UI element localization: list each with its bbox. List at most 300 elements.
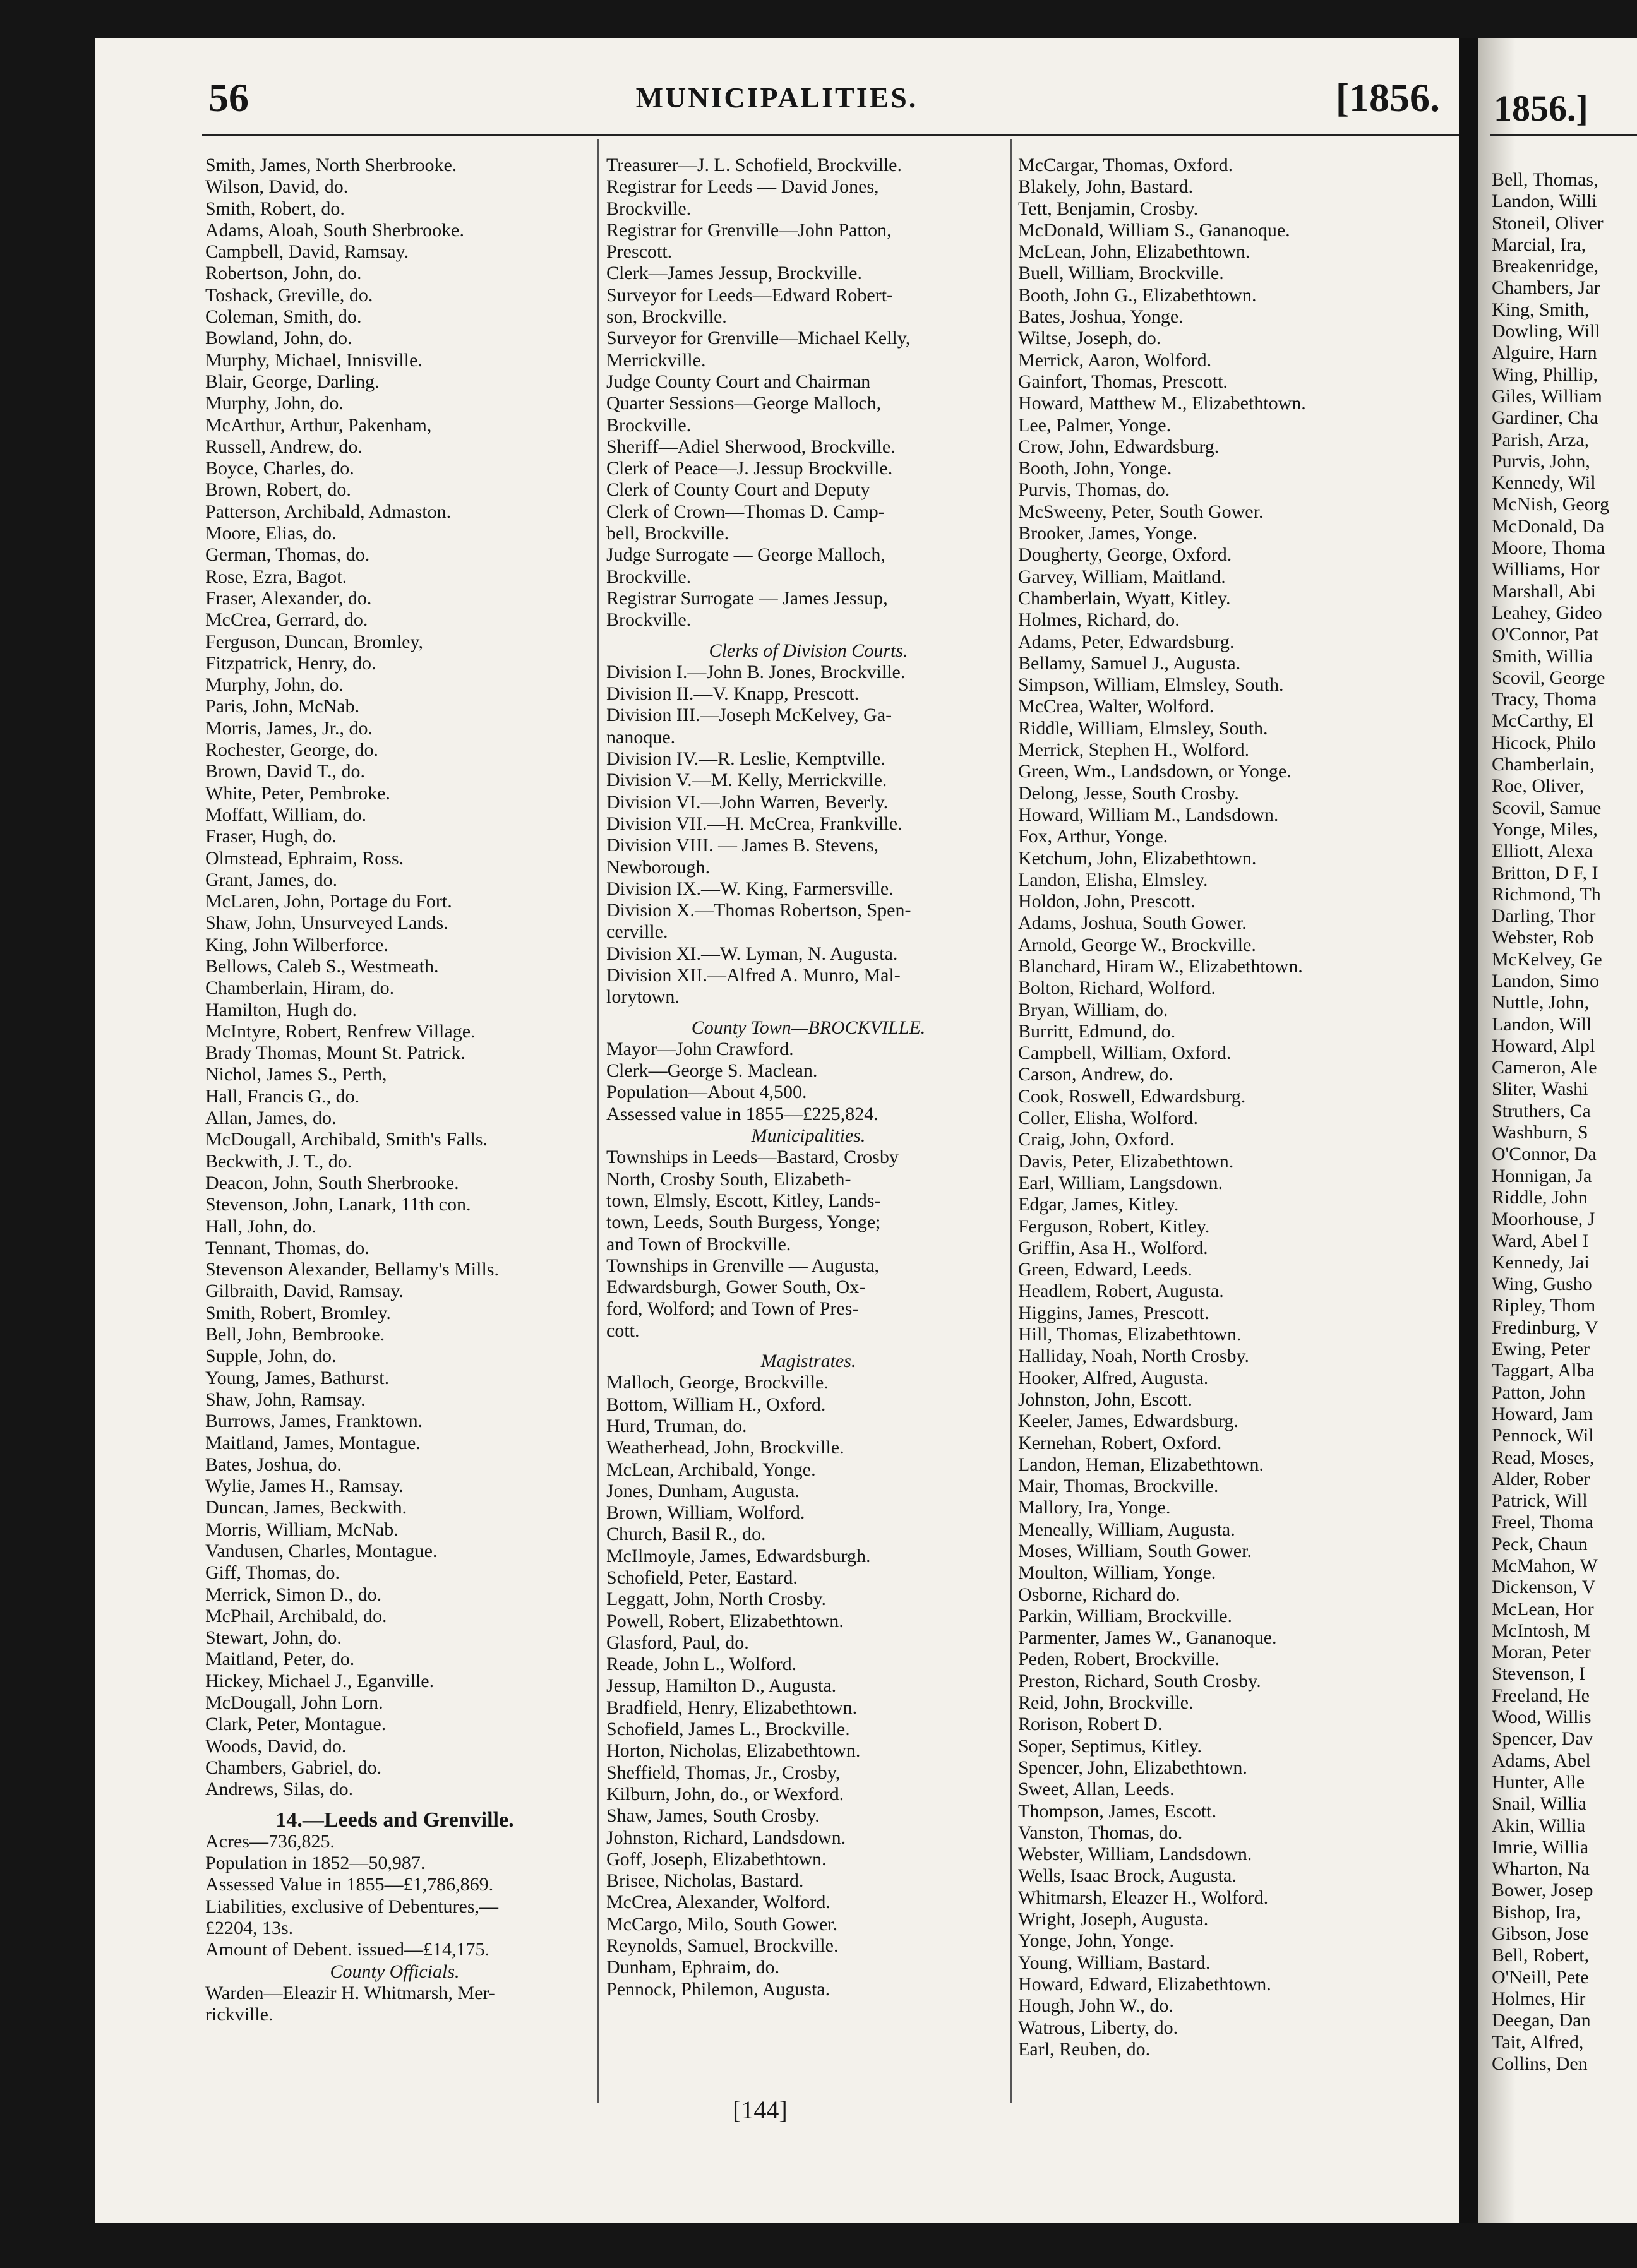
entry-line: Registrar for Leeds — David Jones,	[606, 176, 879, 198]
entry-line: McCrea, Walter, Wolford.	[1018, 696, 1214, 717]
entry-line: Morris, James, Jr., do.	[205, 717, 373, 739]
entry-line: Cameron, Ale	[1492, 1057, 1597, 1078]
entry-line: son, Brockville.	[606, 306, 727, 328]
entry-line: Holdon, John, Prescott.	[1018, 891, 1196, 912]
entry-line: Patton, John	[1492, 1382, 1586, 1403]
entry-line: Robertson, John, do.	[205, 263, 362, 284]
entry-line: Toshack, Greville, do.	[205, 284, 373, 306]
entry-line: Wylie, James H., Ramsay.	[205, 1476, 404, 1497]
entry-line: Parmenter, James W., Gananoque.	[1018, 1627, 1277, 1649]
entry-line: Bishop, Ira,	[1492, 1901, 1581, 1923]
entry-line: Thompson, James, Escott.	[1018, 1800, 1217, 1822]
entry-line: Glasford, Paul, do.	[606, 1632, 749, 1653]
spacer	[606, 1342, 1010, 1351]
entry-line: Newborough.	[606, 856, 711, 878]
entry-line: Johnston, Richard, Landsdown.	[606, 1827, 846, 1848]
entry-line: Marshall, Abi	[1492, 580, 1596, 602]
entry-line: Powell, Robert, Elizabethtown.	[606, 1610, 844, 1632]
entry-line: Landon, Willi	[1492, 191, 1597, 212]
entry-line: Soper, Septimus, Kitley.	[1018, 1735, 1202, 1757]
entry-line: Bell, John, Bembrooke.	[205, 1324, 385, 1346]
entry-line: Pennock, Wil	[1492, 1425, 1594, 1447]
entry-line: bell, Brockville.	[606, 523, 729, 544]
entry-line: Britton, D F, I	[1492, 862, 1598, 883]
entry-line: Wiltse, Joseph, do.	[1018, 328, 1161, 349]
entry-line: Landon, Simo	[1492, 970, 1599, 991]
entry-line: McDougall, Archibald, Smith's Falls.	[205, 1129, 488, 1150]
entry-line: Division VII.—H. McCrea, Frankville.	[606, 813, 902, 834]
entry-line: Fredinburg, V	[1492, 1316, 1598, 1338]
entry-line: Hill, Thomas, Elizabethtown.	[1018, 1324, 1242, 1346]
entry-line: Green, Edward, Leeds.	[1018, 1259, 1192, 1280]
entry-line: Scovil, Samue	[1492, 797, 1602, 818]
entry-line: Liabilities, exclusive of Debentures,—	[205, 1895, 499, 1917]
entry-line: Bottom, William H., Oxford.	[606, 1394, 826, 1415]
entry-line: Clark, Peter, Montague.	[205, 1714, 387, 1735]
entry-line: Chamberlain,	[1492, 754, 1595, 775]
entry-line: town, Leeds, South Burgess, Yonge;	[606, 1212, 881, 1233]
entry-line: Elliott, Alexa	[1492, 840, 1593, 862]
entry-line: Green, Wm., Landsdown, or Yonge.	[1018, 761, 1292, 782]
entry-line: Garvey, William, Maitland.	[1018, 566, 1226, 587]
entry-line: Division II.—V. Knapp, Prescott.	[606, 683, 860, 705]
entry-line: Sheffield, Thomas, Jr., Crosby,	[606, 1762, 841, 1783]
page-gutter	[1459, 38, 1478, 2223]
entry-line: Wharton, Na	[1492, 1858, 1590, 1880]
entry-line: Griffin, Asa H., Wolford.	[1018, 1237, 1208, 1258]
entry-line: Woods, David, do.	[205, 1735, 347, 1757]
entry-line: Washburn, S	[1492, 1122, 1588, 1143]
entry-line: Tennant, Thomas, do.	[205, 1237, 369, 1258]
entry-line: Snail, Willia	[1492, 1793, 1586, 1815]
entry-line: cerville.	[606, 921, 668, 943]
entry-line: Fraser, Hugh, do.	[205, 826, 337, 847]
entry-line: Smith, James, North Sherbrooke.	[205, 155, 457, 176]
entry-line: Osborne, Richard do.	[1018, 1584, 1180, 1605]
entry-line: Registrar Surrogate — James Jessup,	[606, 587, 888, 609]
entry-line: McSweeny, Peter, South Gower.	[1018, 501, 1264, 522]
entry-line: Sweet, Allan, Leeds.	[1018, 1779, 1175, 1800]
entry-line: Malloch, George, Brockville.	[606, 1372, 829, 1394]
entry-line: Clerk of County Court and Deputy	[606, 479, 870, 501]
entry-line: Dougherty, George, Oxford.	[1018, 544, 1232, 566]
entry-line: Hall, John, do.	[205, 1215, 316, 1237]
entry-line: Bellows, Caleb S., Westmeath.	[205, 955, 439, 977]
page-number: 56	[208, 75, 249, 120]
entry-line: Wells, Isaac Brock, Augusta.	[1018, 1865, 1237, 1887]
entry-line: Mayor—John Crawford.	[606, 1038, 794, 1059]
entry-line: Blakely, John, Bastard.	[1018, 176, 1194, 198]
entry-line: Chamberlain, Wyatt, Kitley.	[1018, 587, 1231, 609]
entry-line: Schofield, Peter, Eastard.	[606, 1567, 798, 1588]
entry-line: ford, Wolford; and Town of Pres-	[606, 1298, 859, 1320]
entry-line: German, Thomas, do.	[205, 544, 370, 566]
entry-line: Shaw, John, Ramsay.	[205, 1388, 366, 1410]
entry-line: Tett, Benjamin, Crosby.	[1018, 198, 1199, 219]
entry-line: Beckwith, J. T., do.	[205, 1150, 352, 1172]
entry-line: Young, James, Bathurst.	[205, 1367, 390, 1388]
entry-line: Judge County Court and Chairman	[606, 371, 871, 392]
entry-line: Surveyor for Grenville—Michael Kelly,	[606, 328, 911, 349]
entry-line: Ferguson, Duncan, Bromley,	[205, 631, 423, 652]
entry-line: Richmond, Th	[1492, 883, 1601, 905]
entry-line: Division III.—Joseph McKelvey, Ga-	[606, 705, 892, 726]
entry-line: Howard, Alpl	[1492, 1035, 1595, 1056]
entry-line: Moffatt, William, do.	[205, 804, 367, 825]
entry-line: Patterson, Archibald, Admaston.	[205, 501, 452, 522]
entry-line: Bates, Joshua, Yonge.	[1018, 306, 1184, 328]
entry-line: Gibson, Jose	[1492, 1923, 1589, 1945]
entry-line: Merrickville.	[606, 349, 706, 371]
entry-line: Davis, Peter, Elizabethtown.	[1018, 1150, 1234, 1172]
entry-line: King, John Wilberforce.	[205, 934, 388, 955]
entry-line: Leggatt, John, North Crosby.	[606, 1589, 827, 1610]
entry-line: Cook, Roswell, Edwardsburg.	[1018, 1085, 1246, 1107]
entry-line: McIntosh, M	[1492, 1620, 1591, 1641]
entry-line: Meneally, William, Augusta.	[1018, 1519, 1235, 1540]
entry-line: Maitland, Peter, do.	[205, 1649, 355, 1670]
entry-line: Taggart, Alba	[1492, 1360, 1595, 1382]
officials-heading: County Officials.	[330, 1961, 460, 1982]
entry-line: Bell, Robert,	[1492, 1945, 1590, 1966]
entry-line: Schofield, James L., Brockville.	[606, 1719, 850, 1740]
entry-line: Riddle, John	[1492, 1186, 1588, 1208]
entry-line: Bell, Thomas,	[1492, 169, 1598, 190]
entry-line: Fitzpatrick, Henry, do.	[205, 652, 376, 674]
entry-line: Paris, John, McNab.	[205, 696, 360, 717]
entry-line: Sliter, Washi	[1492, 1078, 1588, 1100]
entry-line: Bolton, Richard, Wolford.	[1018, 977, 1216, 999]
entry-line: Brockville.	[606, 609, 692, 631]
entry-line: Blanchard, Hiram W., Elizabethtown.	[1018, 955, 1303, 977]
entry-line: McCarthy, El	[1492, 710, 1594, 732]
entry-line: Edwardsburgh, Gower South, Ox-	[606, 1277, 866, 1298]
entry-line: Brooker, James, Yonge.	[1018, 523, 1197, 544]
entry-line: McPhail, Archibald, do.	[205, 1605, 387, 1626]
entry-line: Carson, Andrew, do.	[1018, 1064, 1173, 1085]
entry-line: McIntyre, Robert, Renfrew Village.	[205, 1020, 476, 1042]
entry-line: McCargar, Thomas, Oxford.	[1018, 155, 1233, 176]
entry-line: Reade, John L., Wolford.	[606, 1654, 797, 1675]
entry-line: Yonge, John, Yonge.	[1018, 1930, 1175, 1952]
entry-line: Pennock, Philemon, Augusta.	[606, 1978, 830, 2000]
entry-line: Wing, Gusho	[1492, 1274, 1592, 1295]
entry-line: Judge Surrogate — George Malloch,	[606, 544, 885, 566]
entry-line: Prescott.	[606, 241, 673, 263]
entry-line: Hicock, Philo	[1492, 732, 1596, 753]
entry-line: Chambers, Jar	[1492, 277, 1600, 299]
entry-line: Lee, Palmer, Yonge.	[1018, 414, 1172, 436]
entry-line: Collins, Den	[1492, 2053, 1588, 2074]
entry-line: Merrick, Aaron, Wolford.	[1018, 349, 1212, 371]
entry-line: Mallory, Ira, Yonge.	[1018, 1497, 1171, 1519]
entry-line: Webster, Rob	[1492, 927, 1594, 948]
entry-line: Smith, Robert, do.	[205, 198, 345, 219]
entry-line: Coleman, Smith, do.	[205, 306, 362, 328]
entry-line: Murphy, Michael, Innisville.	[205, 349, 423, 371]
entry-line: Parkin, William, Brockville.	[1018, 1605, 1233, 1626]
entry-line: Yonge, Miles,	[1492, 818, 1598, 840]
entry-line: Ewing, Peter	[1492, 1339, 1590, 1360]
entry-line: Division IX.—W. King, Farmersville.	[606, 878, 894, 899]
entry-line: Brown, Robert, do.	[205, 479, 351, 501]
entry-line: Murphy, John, do.	[205, 393, 344, 414]
entry-line: Ripley, Thom	[1492, 1295, 1596, 1316]
entry-line: Purvis, John,	[1492, 450, 1590, 472]
entry-line: Williams, Hor	[1492, 559, 1600, 580]
entry-line: Leahey, Gideo	[1492, 602, 1602, 623]
entry-line: Hurd, Truman, do.	[606, 1415, 747, 1436]
entry-line: Wing, Phillip,	[1492, 364, 1598, 385]
entry-line: Clerk of Crown—Thomas D. Camp-	[606, 501, 885, 522]
entry-line: Surveyor for Leeds—Edward Robert-	[606, 284, 894, 306]
entry-line: Brisee, Nicholas, Bastard.	[606, 1870, 804, 1892]
column-4-partial	[1492, 169, 1637, 2075]
entry-line: Buell, William, Brockville.	[1018, 263, 1224, 284]
entry-line: Moses, William, South Gower.	[1018, 1541, 1252, 1561]
entry-line: Bowland, John, do.	[205, 328, 352, 349]
entry-line: Brockville.	[606, 566, 692, 587]
entry-line: Spencer, John, Elizabethtown.	[1018, 1757, 1247, 1778]
entry-line: Adams, Aloah, South Sherbrooke.	[205, 219, 464, 241]
entry-line: Dickenson, V	[1492, 1577, 1596, 1598]
entry-line: town, Elmsly, Escott, Kitley, Lands-	[606, 1190, 881, 1211]
entry-line: Howard, Jam	[1492, 1403, 1593, 1424]
spacer	[606, 1008, 1010, 1017]
entry-line: Gainfort, Thomas, Prescott.	[1018, 371, 1228, 392]
entry-line: Hough, John W., do.	[1018, 1995, 1173, 2017]
entry-line: Tracy, Thoma	[1492, 689, 1597, 710]
entry-line: Freeland, He	[1492, 1685, 1590, 1706]
entry-line: McLean, Archibald, Yonge.	[606, 1459, 816, 1480]
column-1	[205, 155, 584, 2026]
entry-line: McArthur, Arthur, Pakenham,	[205, 414, 432, 436]
entry-line: Roe, Oliver,	[1492, 775, 1585, 797]
entry-line: McKelvey, Ge	[1492, 948, 1602, 970]
entry-line: Adams, Abel	[1492, 1750, 1591, 1771]
entry-line: Read, Moses,	[1492, 1447, 1595, 1468]
entry-line: Clerk of Peace—J. Jessup Brockville.	[606, 458, 893, 479]
entry-line: Campbell, William, Oxford.	[1018, 1042, 1232, 1064]
entry-line: McMahon, W	[1492, 1555, 1598, 1576]
entry-line: Deegan, Dan	[1492, 2010, 1591, 2031]
entry-line: Fox, Arthur, Yonge.	[1018, 826, 1168, 847]
entry-line: Kennedy, Jai	[1492, 1251, 1590, 1273]
entry-line: Weatherhead, John, Brockville.	[606, 1437, 844, 1459]
entry-line: Goff, Joseph, Elizabethtown.	[606, 1848, 827, 1870]
entry-line: Rose, Ezra, Bagot.	[205, 566, 347, 587]
entry-line: cott.	[606, 1320, 640, 1341]
entry-line: Nichol, James S., Perth,	[205, 1064, 387, 1085]
entry-line: Akin, Willia	[1492, 1815, 1586, 1836]
entry-line: Merrick, Stephen H., Wolford.	[1018, 739, 1250, 761]
entry-line: Shaw, James, South Crosby.	[606, 1805, 820, 1827]
entry-line: Stevenson, John, Lanark, 11th con.	[205, 1194, 471, 1215]
entry-line: Alder, Rober	[1492, 1468, 1590, 1489]
entry-line: Honnigan, Ja	[1492, 1165, 1592, 1186]
entry-line: Hall, Francis G., do.	[205, 1085, 360, 1107]
entry-line: Jessup, Hamilton D., Augusta.	[606, 1675, 837, 1697]
entry-line: Wright, Joseph, Augusta.	[1018, 1909, 1209, 1930]
entry-line: Division XII.—Alfred A. Munro, Mal-	[606, 964, 901, 986]
entry-line: Booth, John G., Elizabethtown.	[1018, 284, 1257, 306]
entry-line: Quarter Sessions—George Malloch,	[606, 393, 882, 414]
entry-line: Bower, Josep	[1492, 1880, 1593, 1901]
entry-line: Halliday, Noah, North Crosby.	[1018, 1346, 1250, 1367]
entry-line: Division V.—M. Kelly, Merrickville.	[606, 770, 887, 791]
entry-line: Hickey, Michael J., Eganville.	[205, 1670, 435, 1692]
entry-line: Burrows, James, Franktown.	[205, 1411, 423, 1432]
entry-line: Maitland, James, Montague.	[205, 1432, 421, 1453]
entry-line: Division VIII. — James B. Stevens,	[606, 835, 879, 856]
entry-line: Kernehan, Robert, Oxford.	[1018, 1432, 1222, 1453]
entry-line: Brockville.	[606, 414, 692, 436]
header-rule	[202, 134, 1459, 136]
entry-line: Fraser, Alexander, do.	[205, 587, 372, 609]
entry-line: lorytown.	[606, 986, 680, 1008]
entry-line: O'Connor, Pat	[1492, 624, 1599, 645]
entry-line: Crow, John, Edwardsburg.	[1018, 436, 1220, 457]
entry-line: Darling, Thor	[1492, 905, 1596, 927]
entry-line: Moran, Peter	[1492, 1642, 1591, 1663]
entry-line: McLaren, John, Portage du Fort.	[205, 891, 452, 912]
entry-line: Young, William, Bastard.	[1018, 1952, 1211, 1973]
entry-line: Howard, Edward, Elizabethtown.	[1018, 1973, 1271, 1995]
entry-line: Assessed Value in 1855—£1,786,869.	[205, 1874, 494, 1895]
entry-line: McDougall, John Lorn.	[205, 1692, 383, 1714]
entry-line: Acres—736,825.	[205, 1830, 335, 1852]
column-divider-1	[597, 139, 599, 2103]
entry-line: Duncan, James, Beckwith.	[205, 1497, 407, 1519]
entry-line: Moore, Elias, do.	[205, 523, 337, 544]
entry-line: Moore, Thoma	[1492, 537, 1605, 559]
county-town-heading: County Town—BROCKVILLE.	[691, 1017, 926, 1038]
entry-line: Clerk—George S. Maclean.	[606, 1060, 818, 1082]
entry-line: nanoque.	[606, 726, 676, 748]
entry-line: McLean, Hor	[1492, 1598, 1594, 1620]
right-page-year: 1856.]	[1494, 88, 1588, 129]
entry-line: Shaw, John, Unsurveyed Lands.	[205, 912, 448, 934]
spacer	[606, 631, 1010, 640]
entry-line: Grant, James, do.	[205, 869, 338, 890]
entry-line: Watrous, Liberty, do.	[1018, 2017, 1178, 2038]
entry-line: Vandusen, Charles, Montague.	[205, 1541, 438, 1561]
entry-line: Adams, Peter, Edwardsburg.	[1018, 631, 1235, 652]
entry-line: Smith, Robert, Bromley.	[205, 1302, 391, 1323]
entry-line: O'Connor, Da	[1492, 1143, 1597, 1165]
entry-line: Wilson, David, do.	[205, 176, 349, 198]
entry-line: Division VI.—John Warren, Beverly.	[606, 791, 889, 813]
entry-line: Chamberlain, Hiram, do.	[205, 977, 395, 999]
entry-line: Nuttle, John,	[1492, 992, 1590, 1013]
entry-line: Freel, Thoma	[1492, 1512, 1594, 1533]
entry-line: McCrea, Alexander, Wolford.	[606, 1892, 830, 1913]
entry-line: Mair, Thomas, Brockville.	[1018, 1476, 1219, 1497]
column-2	[606, 155, 1010, 2000]
entry-line: Giles, William	[1492, 385, 1602, 407]
entry-line: Keeler, James, Edwardsburg.	[1018, 1411, 1238, 1432]
entry-line: Supple, John, do.	[205, 1346, 337, 1367]
entry-line: Gardiner, Cha	[1492, 407, 1598, 429]
entry-line: Rorison, Robert D.	[1018, 1714, 1163, 1735]
entry-line: Booth, John, Yonge.	[1018, 458, 1172, 479]
entry-line: Stevenson, I	[1492, 1663, 1586, 1685]
entry-line: Treasurer—J. L. Schofield, Brockville.	[606, 155, 902, 176]
entry-line: Registrar for Grenville—John Patton,	[606, 219, 892, 241]
entry-line: Breakenridge,	[1492, 256, 1599, 277]
entry-line: Amount of Debent. issued—£14,175.	[205, 1939, 489, 1961]
entry-line: Division I.—John B. Jones, Brockville.	[606, 661, 906, 683]
entry-line: Ketchum, John, Elizabethtown.	[1018, 847, 1257, 869]
entry-line: Riddle, William, Elmsley, South.	[1018, 717, 1268, 739]
entry-line: Assessed value in 1855—£225,824.	[606, 1103, 878, 1125]
entry-line: Merrick, Simon D., do.	[205, 1584, 382, 1605]
entry-line: Church, Basil R., do.	[606, 1524, 766, 1545]
entry-line: Purvis, Thomas, do.	[1018, 479, 1170, 501]
entry-line: McIlmoyle, James, Edwardsburgh.	[606, 1545, 871, 1567]
entry-line: Population—About 4,500.	[606, 1082, 807, 1103]
entry-line: Spencer, Dav	[1492, 1728, 1593, 1750]
entry-line: Bryan, William, do.	[1018, 999, 1168, 1020]
entry-line: Marcial, Ira,	[1492, 234, 1586, 255]
entry-line: Earl, William, Langsdown.	[1018, 1172, 1223, 1193]
entry-line: Jones, Dunham, Augusta.	[606, 1480, 800, 1501]
page-header	[114, 63, 1440, 126]
entry-line: Murphy, John, do.	[205, 674, 344, 696]
entry-line: Moulton, William, Yonge.	[1018, 1562, 1216, 1584]
entry-line: Stoneil, Oliver	[1492, 212, 1604, 234]
entry-line: Landon, Will	[1492, 1013, 1592, 1035]
entry-line: Peck, Chaun	[1492, 1533, 1588, 1555]
entry-line: Division XI.—W. Lyman, N. Augusta.	[606, 943, 898, 964]
entry-line: Alguire, Harn	[1492, 342, 1597, 364]
entry-line: Ward, Abel I	[1492, 1230, 1589, 1251]
entry-line: Scovil, George	[1492, 667, 1605, 688]
entry-line: Kilburn, John, do., or Wexford.	[606, 1783, 844, 1805]
entry-line: Headlem, Robert, Augusta.	[1018, 1280, 1224, 1302]
magistrates-heading: Magistrates.	[760, 1351, 856, 1372]
header-rule-right-page	[1490, 134, 1637, 136]
entry-line: Delong, Jesse, South Crosby.	[1018, 782, 1239, 804]
entry-line: Ferguson, Robert, Kitley.	[1018, 1215, 1210, 1237]
entry-line: North, Crosby South, Elizabeth-	[606, 1168, 851, 1190]
entry-line: Howard, William M., Landsdown.	[1018, 804, 1279, 825]
entry-line: Division IV.—R. Leslie, Kemptville.	[606, 748, 885, 770]
entry-line: Rochester, George, do.	[205, 739, 378, 761]
entry-line: Stewart, John, do.	[205, 1627, 342, 1649]
entry-line: Simpson, William, Elmsley, South.	[1018, 674, 1284, 696]
entry-line: Landon, Elisha, Elmsley.	[1018, 869, 1208, 890]
entry-line: Johnston, John, Escott.	[1018, 1388, 1192, 1410]
entry-line: Morris, William, McNab.	[205, 1519, 399, 1540]
entry-line: Clerk—James Jessup, Brockville.	[606, 263, 862, 284]
entry-line: Adams, Joshua, South Gower.	[1018, 912, 1247, 934]
running-head: MUNICIPALITIES.	[635, 81, 918, 114]
entry-line: Edgar, James, Kitley.	[1018, 1194, 1179, 1215]
entry-line: Struthers, Ca	[1492, 1100, 1591, 1121]
entry-line: O'Neill, Pete	[1492, 1966, 1589, 1988]
entry-line: Higgins, James, Prescott.	[1018, 1302, 1209, 1323]
entry-line: Brockville.	[606, 198, 692, 219]
entry-line: Imrie, Willia	[1492, 1836, 1589, 1858]
entry-line: Blair, George, Darling.	[205, 371, 380, 392]
entry-line: Craig, John, Oxford.	[1018, 1129, 1175, 1150]
entry-line: Chambers, Gabriel, do.	[205, 1757, 382, 1778]
entry-line: Smith, Willia	[1492, 645, 1593, 667]
entry-line: Kennedy, Wil	[1492, 472, 1596, 494]
entry-line: McCrea, Gerrard, do.	[205, 609, 368, 631]
entry-line: Stevenson Alexander, Bellamy's Mills.	[205, 1259, 499, 1280]
